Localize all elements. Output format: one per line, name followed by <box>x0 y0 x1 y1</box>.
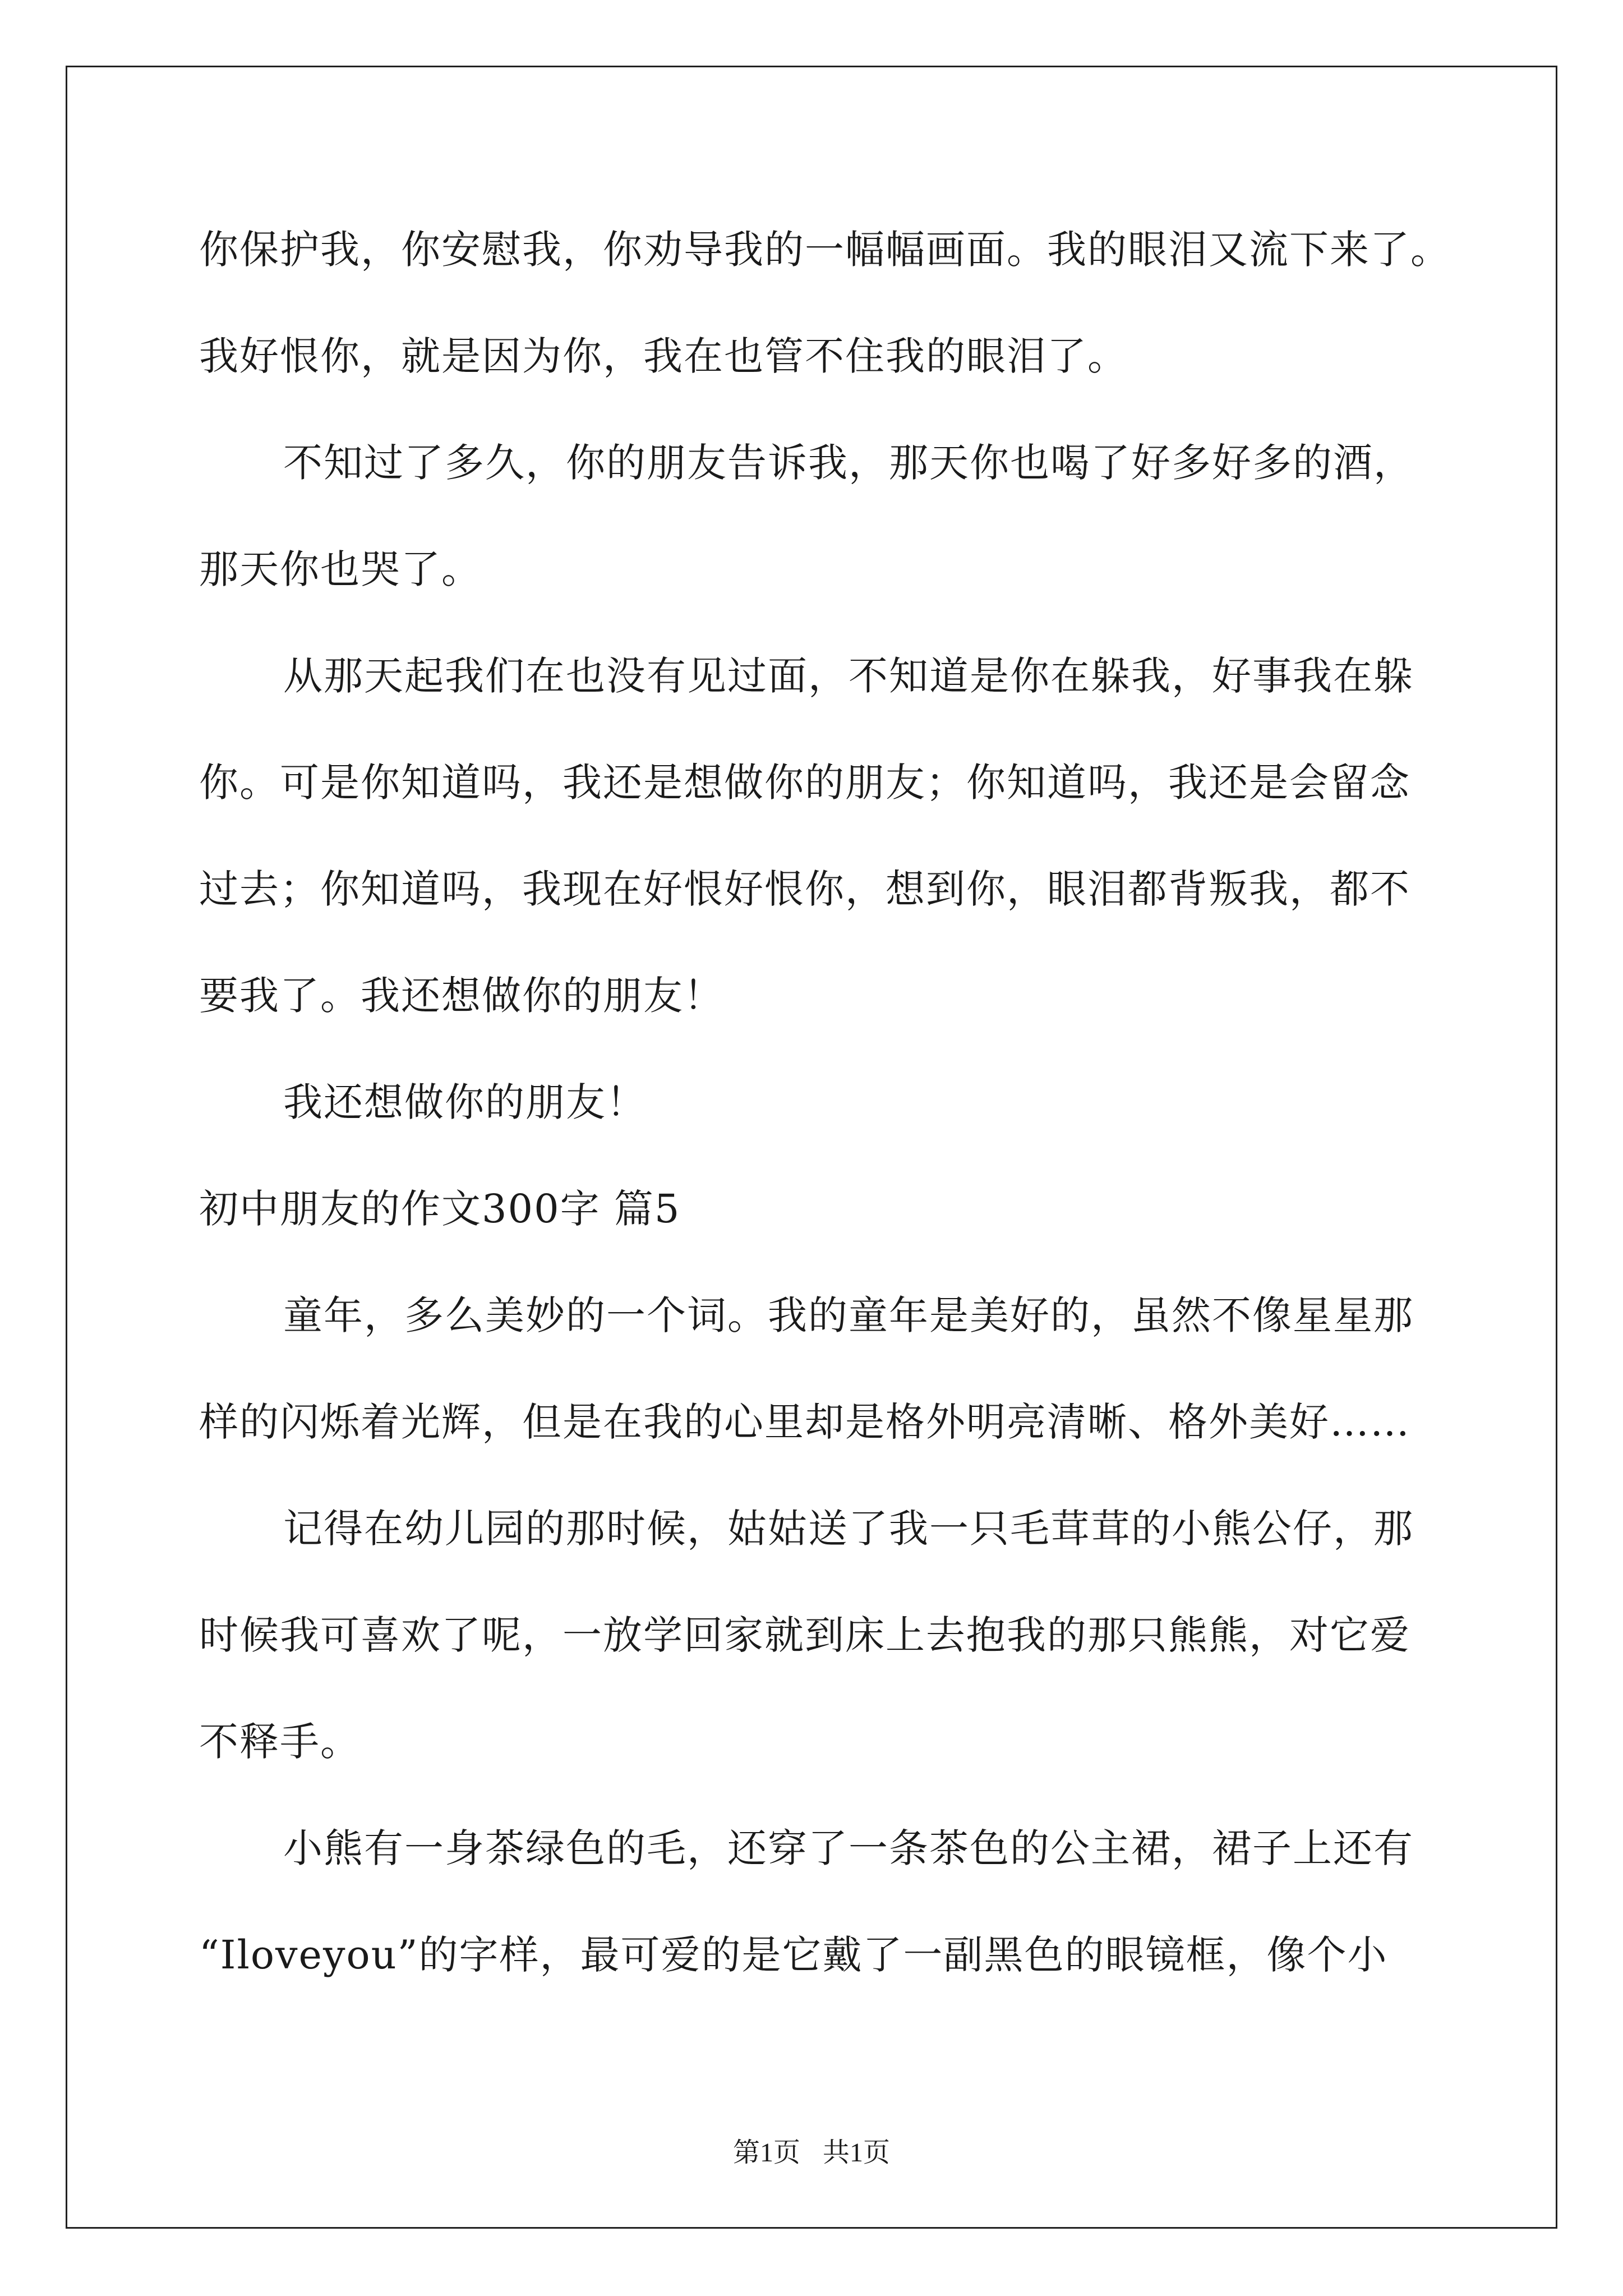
text-line-9: 我还想做你的朋友！ <box>283 1079 647 1125</box>
text-line-17: “Iloveyou”的字样，最可爱的是它戴了一副黑色的眼镜框，像个小 <box>199 1932 1388 1978</box>
document-body <box>199 219 1478 2031</box>
text-line-3: 不知过了多久，你的朋友告诉我，那天你也喝了好多好多的酒， <box>283 440 1414 486</box>
text-line-7: 过去；你知道吗，我现在好恨好恨你，想到你，眼泪都背叛我，都不 <box>199 866 1410 912</box>
text-line-11: 童年，多么美妙的一个词。我的童年是美好的，虽然不像星星那 <box>283 1292 1414 1338</box>
text-line-15: 不释手。 <box>199 1719 361 1765</box>
text-line-14: 时候我可喜欢了呢，一放学回家就到床上去抱我的那只熊熊，对它爱 <box>199 1612 1410 1658</box>
text-line-1: 你保护我，你安慰我，你劝导我的一幅幅画面。我的眼泪又流下来了。 <box>199 227 1451 273</box>
text-line-5: 从那天起我们在也没有见过面，不知道是你在躲我，好事我在躲 <box>283 653 1414 699</box>
page-number-total: 共1页 <box>823 2138 891 2168</box>
text-line-16: 小熊有一身茶绿色的毛，还穿了一条茶色的公主裙，裙子上还有 <box>283 1825 1414 1871</box>
section-heading: 初中朋友的作文300字 篇5 <box>199 1186 681 1232</box>
page-number-current: 第1页 <box>732 2138 800 2168</box>
text-line-6: 你。可是你知道吗，我还是想做你的朋友；你知道吗，我还是会留念 <box>199 760 1410 806</box>
page-footer <box>0 2131 1623 2169</box>
text-line-8: 要我了。我还想做你的朋友！ <box>199 973 724 1019</box>
text-line-2: 我好恨你，就是因为你，我在也管不住我的眼泪了。 <box>199 333 1128 379</box>
text-line-13: 记得在幼儿园的那时候，姑姑送了我一只毛茸茸的小熊公仔，那 <box>283 1506 1414 1552</box>
text-line-12: 样的闪烁着光辉，但是在我的心里却是格外明亮清晰、格外美好…… <box>199 1399 1410 1445</box>
text-line-4: 那天你也哭了。 <box>199 546 482 592</box>
